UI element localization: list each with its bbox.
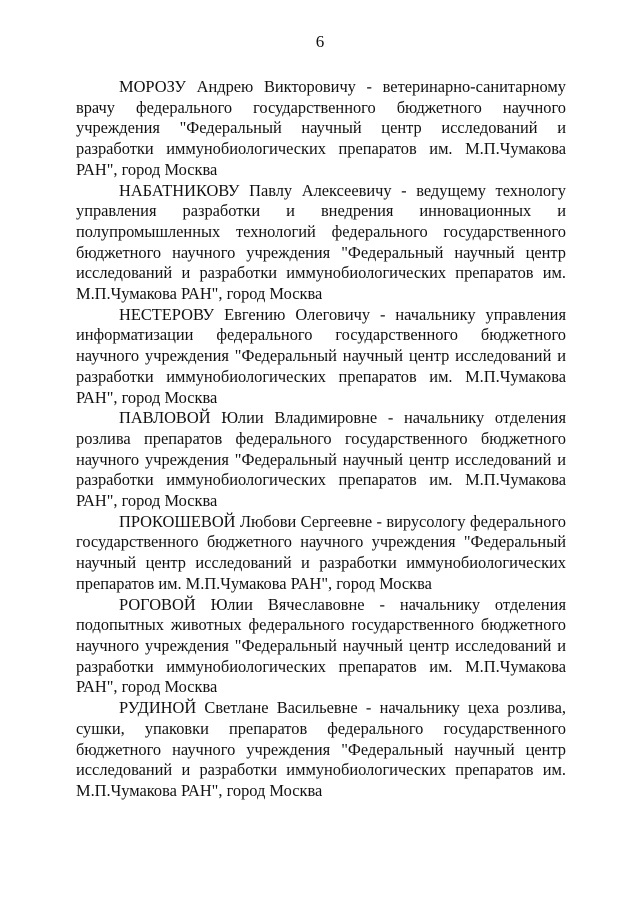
award-entry-nabatnikov: НАБАТНИКОВУ Павлу Алексеевичу - ведущему технологу управления разработки и внедрения инновационных и полупромышленных технологий федерального государственного бюджетного научного учреждения "Федеральный научный центр исследований и разработки иммунобиологических препаратов им. М.П.Чумакова РАН", город Москва <box>76 180 566 304</box>
document-body <box>76 77 566 802</box>
award-entry-morozov: МОРОЗУ Андрею Викторовичу - ветеринарно-санитарному врачу федерального государственного бюджетного научного учреждения "Федеральный научный центр исследований и разработки иммунобиологических препаратов им. М.П.Чумакова РАН", город Москва <box>76 77 566 179</box>
award-entry-prokosheva: ПРОКОШЕВОЙ Любови Сергеевне - вирусологу федерального государственного бюджетного научного учреждения "Федеральный научный центр исследований и разработки иммунобиологических препаратов им. М.П.Чумакова РАН", город Москва <box>76 511 566 593</box>
award-entry-rogova: РОГОВОЙ Юлии Вячеславовне - начальнику отделения подопытных животных федерального государственного бюджетного научного учреждения "Федеральный научный центр исследований и разработки иммунобиологических препаратов им. М.П.Чумакова РАН", город Москва <box>76 594 566 697</box>
award-entry-nesterov: НЕСТЕРОВУ Евгению Олеговичу - начальнику управления информатизации федерального государственного бюджетного научного учреждения "Федеральный научный центр исследований и разработки иммунобиологических препаратов им. М.П.Чумакова РАН", город Москва <box>76 304 566 407</box>
award-entry-rudina: РУДИНОЙ Светлане Васильевне - начальнику цеха розлива, сушки, упаковки препаратов федерального государственного бюджетного научного учреждения "Федеральный научный центр исследований и разработки иммунобиологических препаратов им. М.П.Чумакова РАН", город Москва <box>76 698 566 800</box>
page-number: 6 <box>315 32 325 51</box>
award-entry-pavlova: ПАВЛОВОЙ Юлии Владимировне - начальнику отделения розлива препаратов федерального государственного бюджетного научного учреждения "Федеральный научный центр исследований и разработки иммунобиологических препаратов им. М.П.Чумакова РАН", город Москва <box>76 408 566 511</box>
